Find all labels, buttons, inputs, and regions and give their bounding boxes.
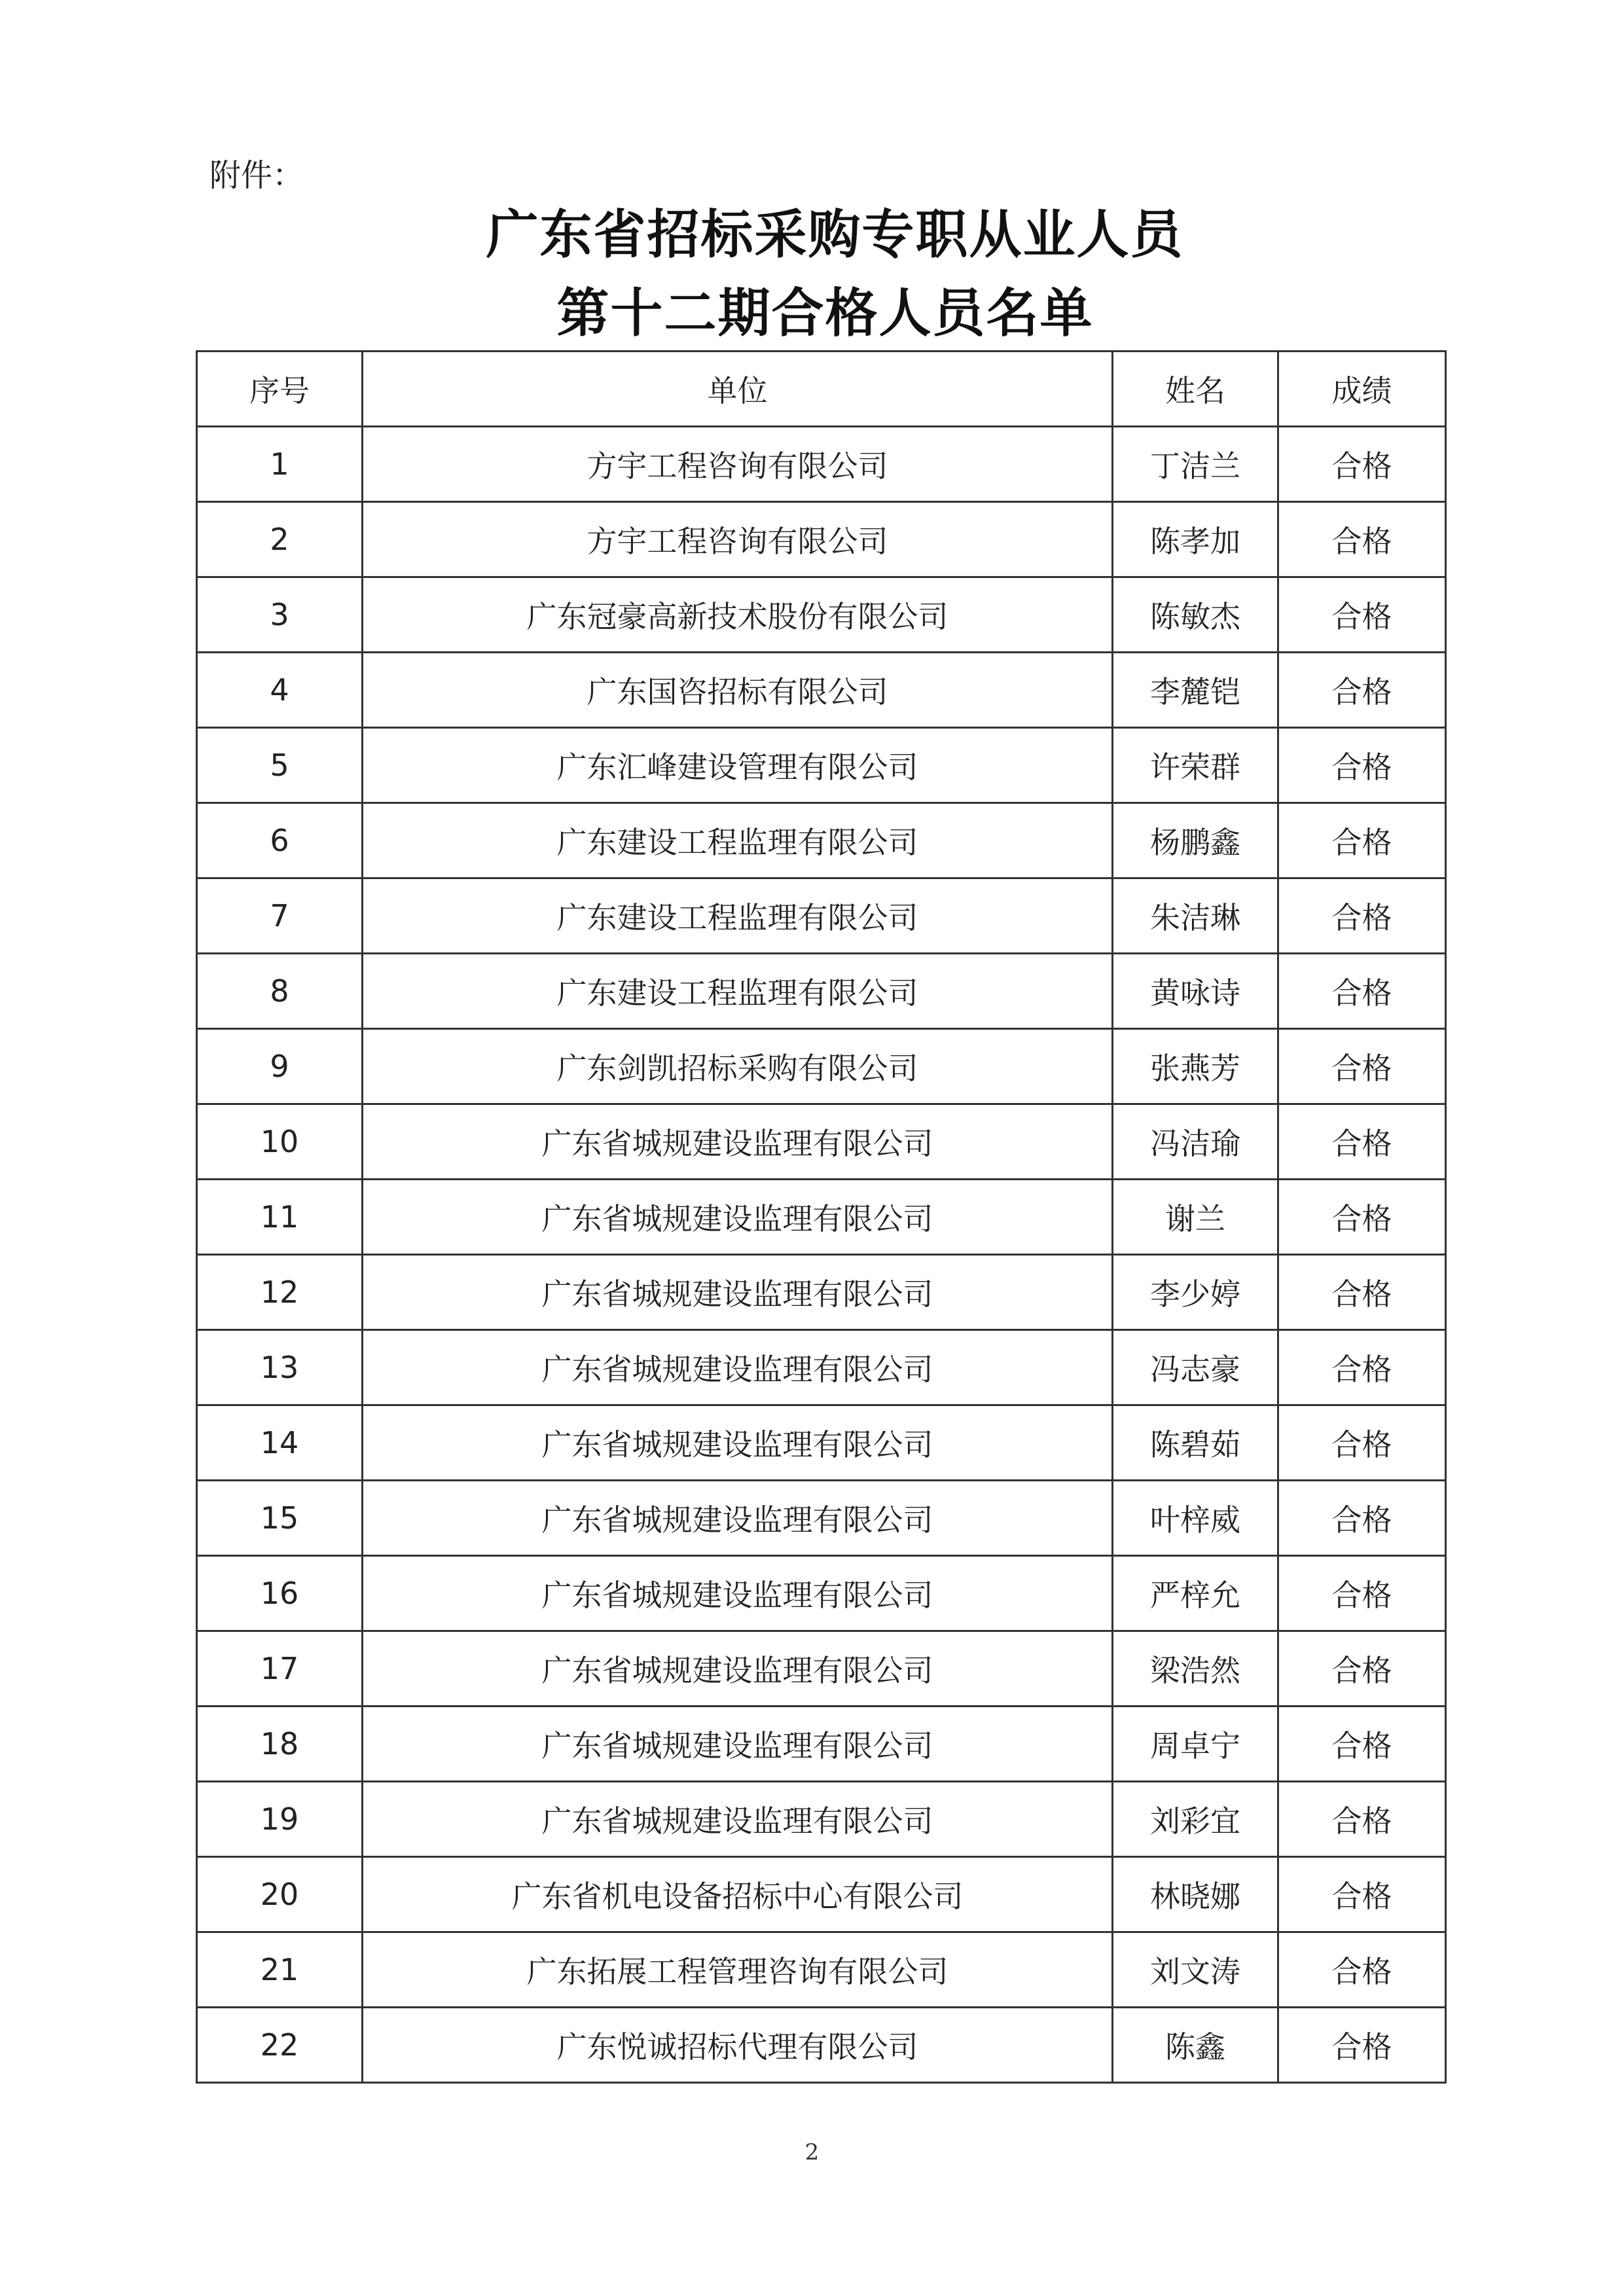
table-row (197, 1782, 1446, 1857)
cell-score: 合格 (1278, 577, 1446, 653)
cell-name: 张燕芳 (1113, 1029, 1278, 1104)
attachment-label: 附件： (209, 157, 304, 194)
cell-name: 周卓宁 (1113, 1707, 1278, 1782)
cell-name: 陈敏杰 (1113, 577, 1278, 653)
cell-score: 合格 (1278, 1405, 1446, 1481)
cell-score: 合格 (1278, 878, 1446, 954)
table-row (197, 427, 1446, 502)
cell-unit: 广东省城规建设监理有限公司 (363, 1631, 1113, 1707)
cell-name: 李麓铠 (1113, 653, 1278, 728)
cell-unit: 广东省城规建设监理有限公司 (363, 1330, 1113, 1405)
cell-name: 丁洁兰 (1113, 427, 1278, 502)
cell-unit: 方宇工程咨询有限公司 (363, 427, 1113, 502)
cell-seq: 13 (197, 1330, 363, 1405)
table-row (197, 653, 1446, 728)
cell-name: 谢兰 (1113, 1180, 1278, 1255)
table-row (197, 1180, 1446, 1255)
table-row (197, 502, 1446, 577)
cell-score: 合格 (1278, 1932, 1446, 2008)
table-row (197, 1556, 1446, 1631)
cell-seq: 3 (197, 577, 363, 653)
cell-name: 林晓娜 (1113, 1857, 1278, 1932)
cell-unit: 广东剑凯招标采购有限公司 (363, 1029, 1113, 1104)
table-row (197, 1330, 1446, 1405)
cell-unit: 广东建设工程监理有限公司 (363, 878, 1113, 954)
cell-unit: 广东省城规建设监理有限公司 (363, 1707, 1113, 1782)
cell-score: 合格 (1278, 1029, 1446, 1104)
cell-score: 合格 (1278, 1255, 1446, 1330)
cell-unit: 广东省城规建设监理有限公司 (363, 1782, 1113, 1857)
cell-score: 合格 (1278, 803, 1446, 878)
table-row (197, 728, 1446, 803)
cell-name: 朱洁琳 (1113, 878, 1278, 954)
document-title-line-1: 广东省招标采购专职从业人员 (486, 204, 1184, 265)
cell-unit: 方宇工程咨询有限公司 (363, 502, 1113, 577)
cell-seq: 1 (197, 427, 363, 502)
cell-seq: 12 (197, 1255, 363, 1330)
cell-unit: 广东国咨招标有限公司 (363, 653, 1113, 728)
table-row (197, 1481, 1446, 1556)
cell-unit: 广东省城规建设监理有限公司 (363, 1104, 1113, 1180)
header-name: 姓名 (1113, 352, 1278, 427)
table-row (197, 1029, 1446, 1104)
cell-seq: 17 (197, 1631, 363, 1707)
cell-name: 黄咏诗 (1113, 954, 1278, 1029)
header-score: 成绩 (1278, 352, 1446, 427)
cell-score: 合格 (1278, 1556, 1446, 1631)
cell-seq: 10 (197, 1104, 363, 1180)
cell-unit: 广东省城规建设监理有限公司 (363, 1405, 1113, 1481)
cell-name: 许荣群 (1113, 728, 1278, 803)
table-row (197, 803, 1446, 878)
cell-seq: 21 (197, 1932, 363, 2008)
cell-score: 合格 (1278, 1631, 1446, 1707)
cell-score: 合格 (1278, 954, 1446, 1029)
qualified-personnel-table (196, 350, 1447, 2084)
cell-name: 严梓允 (1113, 1556, 1278, 1631)
cell-name: 刘彩宜 (1113, 1782, 1278, 1857)
cell-score: 合格 (1278, 1481, 1446, 1556)
cell-unit: 广东冠豪高新技术股份有限公司 (363, 577, 1113, 653)
cell-score: 合格 (1278, 427, 1446, 502)
cell-unit: 广东省机电设备招标中心有限公司 (363, 1857, 1113, 1932)
cell-seq: 9 (197, 1029, 363, 1104)
cell-seq: 11 (197, 1180, 363, 1255)
cell-score: 合格 (1278, 2008, 1446, 2083)
page-number: 2 (804, 2139, 820, 2165)
cell-score: 合格 (1278, 1857, 1446, 1932)
cell-seq: 2 (197, 502, 363, 577)
cell-seq: 4 (197, 653, 363, 728)
cell-seq: 7 (197, 878, 363, 954)
cell-unit: 广东省城规建设监理有限公司 (363, 1180, 1113, 1255)
cell-name: 梁浩然 (1113, 1631, 1278, 1707)
header-unit: 单位 (363, 352, 1113, 427)
cell-seq: 20 (197, 1857, 363, 1932)
table-row (197, 1932, 1446, 2008)
cell-unit: 广东省城规建设监理有限公司 (363, 1255, 1113, 1330)
cell-name: 冯志豪 (1113, 1330, 1278, 1405)
cell-seq: 6 (197, 803, 363, 878)
document-title-line-2: 第十二期合格人员名单 (556, 282, 1094, 344)
cell-unit: 广东悦诚招标代理有限公司 (363, 2008, 1113, 2083)
cell-unit: 广东拓展工程管理咨询有限公司 (363, 1932, 1113, 2008)
cell-seq: 15 (197, 1481, 363, 1556)
table-row (197, 878, 1446, 954)
cell-seq: 18 (197, 1707, 363, 1782)
cell-score: 合格 (1278, 728, 1446, 803)
cell-name: 陈碧茹 (1113, 1405, 1278, 1481)
cell-score: 合格 (1278, 1782, 1446, 1857)
cell-score: 合格 (1278, 1180, 1446, 1255)
cell-unit: 广东省城规建设监理有限公司 (363, 1556, 1113, 1631)
table-header-row (197, 352, 1446, 427)
cell-score: 合格 (1278, 1104, 1446, 1180)
header-seq: 序号 (197, 352, 363, 427)
cell-name: 叶梓威 (1113, 1481, 1278, 1556)
table-row (197, 954, 1446, 1029)
cell-name: 陈孝加 (1113, 502, 1278, 577)
table-row (197, 577, 1446, 653)
cell-score: 合格 (1278, 1330, 1446, 1405)
cell-score: 合格 (1278, 1707, 1446, 1782)
cell-unit: 广东省城规建设监理有限公司 (363, 1481, 1113, 1556)
cell-name: 冯洁瑜 (1113, 1104, 1278, 1180)
cell-seq: 14 (197, 1405, 363, 1481)
cell-seq: 8 (197, 954, 363, 1029)
cell-unit: 广东建设工程监理有限公司 (363, 954, 1113, 1029)
cell-score: 合格 (1278, 502, 1446, 577)
cell-score: 合格 (1278, 653, 1446, 728)
cell-seq: 19 (197, 1782, 363, 1857)
table-row (197, 1405, 1446, 1481)
table-row (197, 1707, 1446, 1782)
cell-unit: 广东汇峰建设管理有限公司 (363, 728, 1113, 803)
cell-name: 杨鹏鑫 (1113, 803, 1278, 878)
cell-name: 刘文涛 (1113, 1932, 1278, 2008)
cell-name: 李少婷 (1113, 1255, 1278, 1330)
table-body (197, 427, 1446, 2083)
cell-seq: 16 (197, 1556, 363, 1631)
table-row (197, 2008, 1446, 2083)
cell-unit: 广东建设工程监理有限公司 (363, 803, 1113, 878)
table-row (197, 1104, 1446, 1180)
cell-seq: 22 (197, 2008, 363, 2083)
table-row (197, 1255, 1446, 1330)
table-row (197, 1631, 1446, 1707)
cell-name: 陈鑫 (1113, 2008, 1278, 2083)
cell-seq: 5 (197, 728, 363, 803)
table-row (197, 1857, 1446, 1932)
